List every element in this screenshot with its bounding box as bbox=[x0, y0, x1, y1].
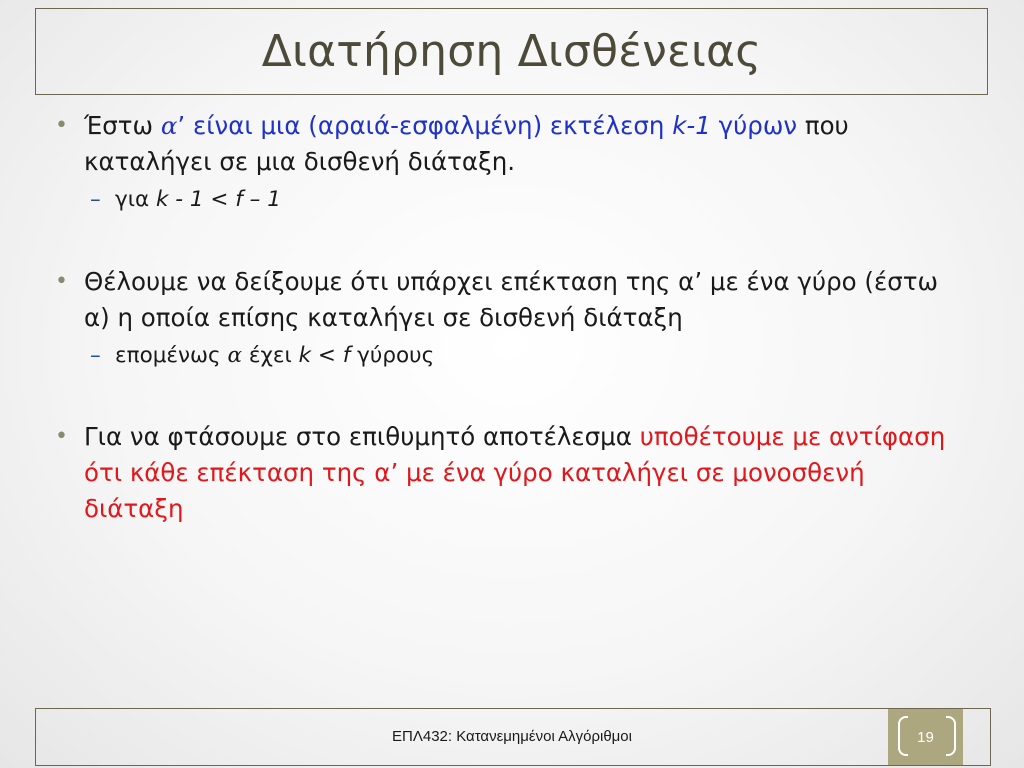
alpha-symbol: α bbox=[160, 111, 178, 140]
bullet-marker: • bbox=[55, 424, 68, 449]
bullet-1-post: που καταλήγει σε μια δισθενή διάταξη. bbox=[84, 111, 849, 176]
sub-bullet-2-pre: επομένως bbox=[115, 343, 228, 368]
sub-bullet-2-post: γύρους bbox=[350, 343, 435, 368]
bullet-3 bbox=[55, 419, 960, 527]
sub-bullet-marker: – bbox=[90, 187, 101, 212]
sub-bullet-1-expr: k - 1 < f – 1 bbox=[156, 187, 281, 212]
sub-bullet-2 bbox=[55, 340, 960, 372]
slide-title-box bbox=[35, 8, 988, 95]
bullet-1-blue-text-2: γύρων bbox=[710, 111, 798, 140]
bullet-1-pre: Έστω bbox=[84, 111, 161, 140]
bullet-2 bbox=[55, 264, 960, 336]
bullet-2-text: Θέλουμε να δείξουμε ότι υπάρχει επέκταση της α’ με ένα γύρο (έστω α) η οποία επίσης καταλήγει σε δισθενή διάταξη bbox=[84, 267, 938, 332]
sub-bullet-1 bbox=[55, 184, 960, 216]
bullet-3-red-text: υποθέτουμε με αντίφαση ότι κάθε επέκταση της α’ με ένα γύρο καταλήγει σε μονοσθενή διάταξη bbox=[84, 422, 946, 523]
sub-bullet-1-pre: για bbox=[115, 187, 157, 212]
sub-bullet-2-expr: k < f bbox=[298, 343, 351, 368]
slide-title: Διατήρηση Δισθένειας bbox=[261, 26, 762, 77]
bullet-marker: • bbox=[55, 269, 68, 294]
bullet-1 bbox=[55, 108, 960, 180]
bullet-1-k-minus-1: k-1 bbox=[672, 111, 711, 140]
page-number: 19 bbox=[917, 729, 934, 746]
sub-bullet-marker: – bbox=[90, 343, 101, 368]
footer-course-title: ΕΠΛ432: Κατανεμημένοι Αλγόριθμοι bbox=[392, 728, 632, 745]
bullet-1-blue-text: ’ είναι μια (αραιά-εσφαλμένη) εκτέλεση bbox=[177, 111, 673, 140]
bullet-3-pre: Για να φτάσουμε στο επιθυμητό αποτέλεσμα bbox=[84, 422, 640, 451]
alpha-symbol: α bbox=[227, 343, 243, 368]
sub-bullet-2-mid: έχει bbox=[242, 343, 299, 368]
slide-content bbox=[55, 108, 960, 527]
bullet-marker: • bbox=[55, 113, 68, 138]
